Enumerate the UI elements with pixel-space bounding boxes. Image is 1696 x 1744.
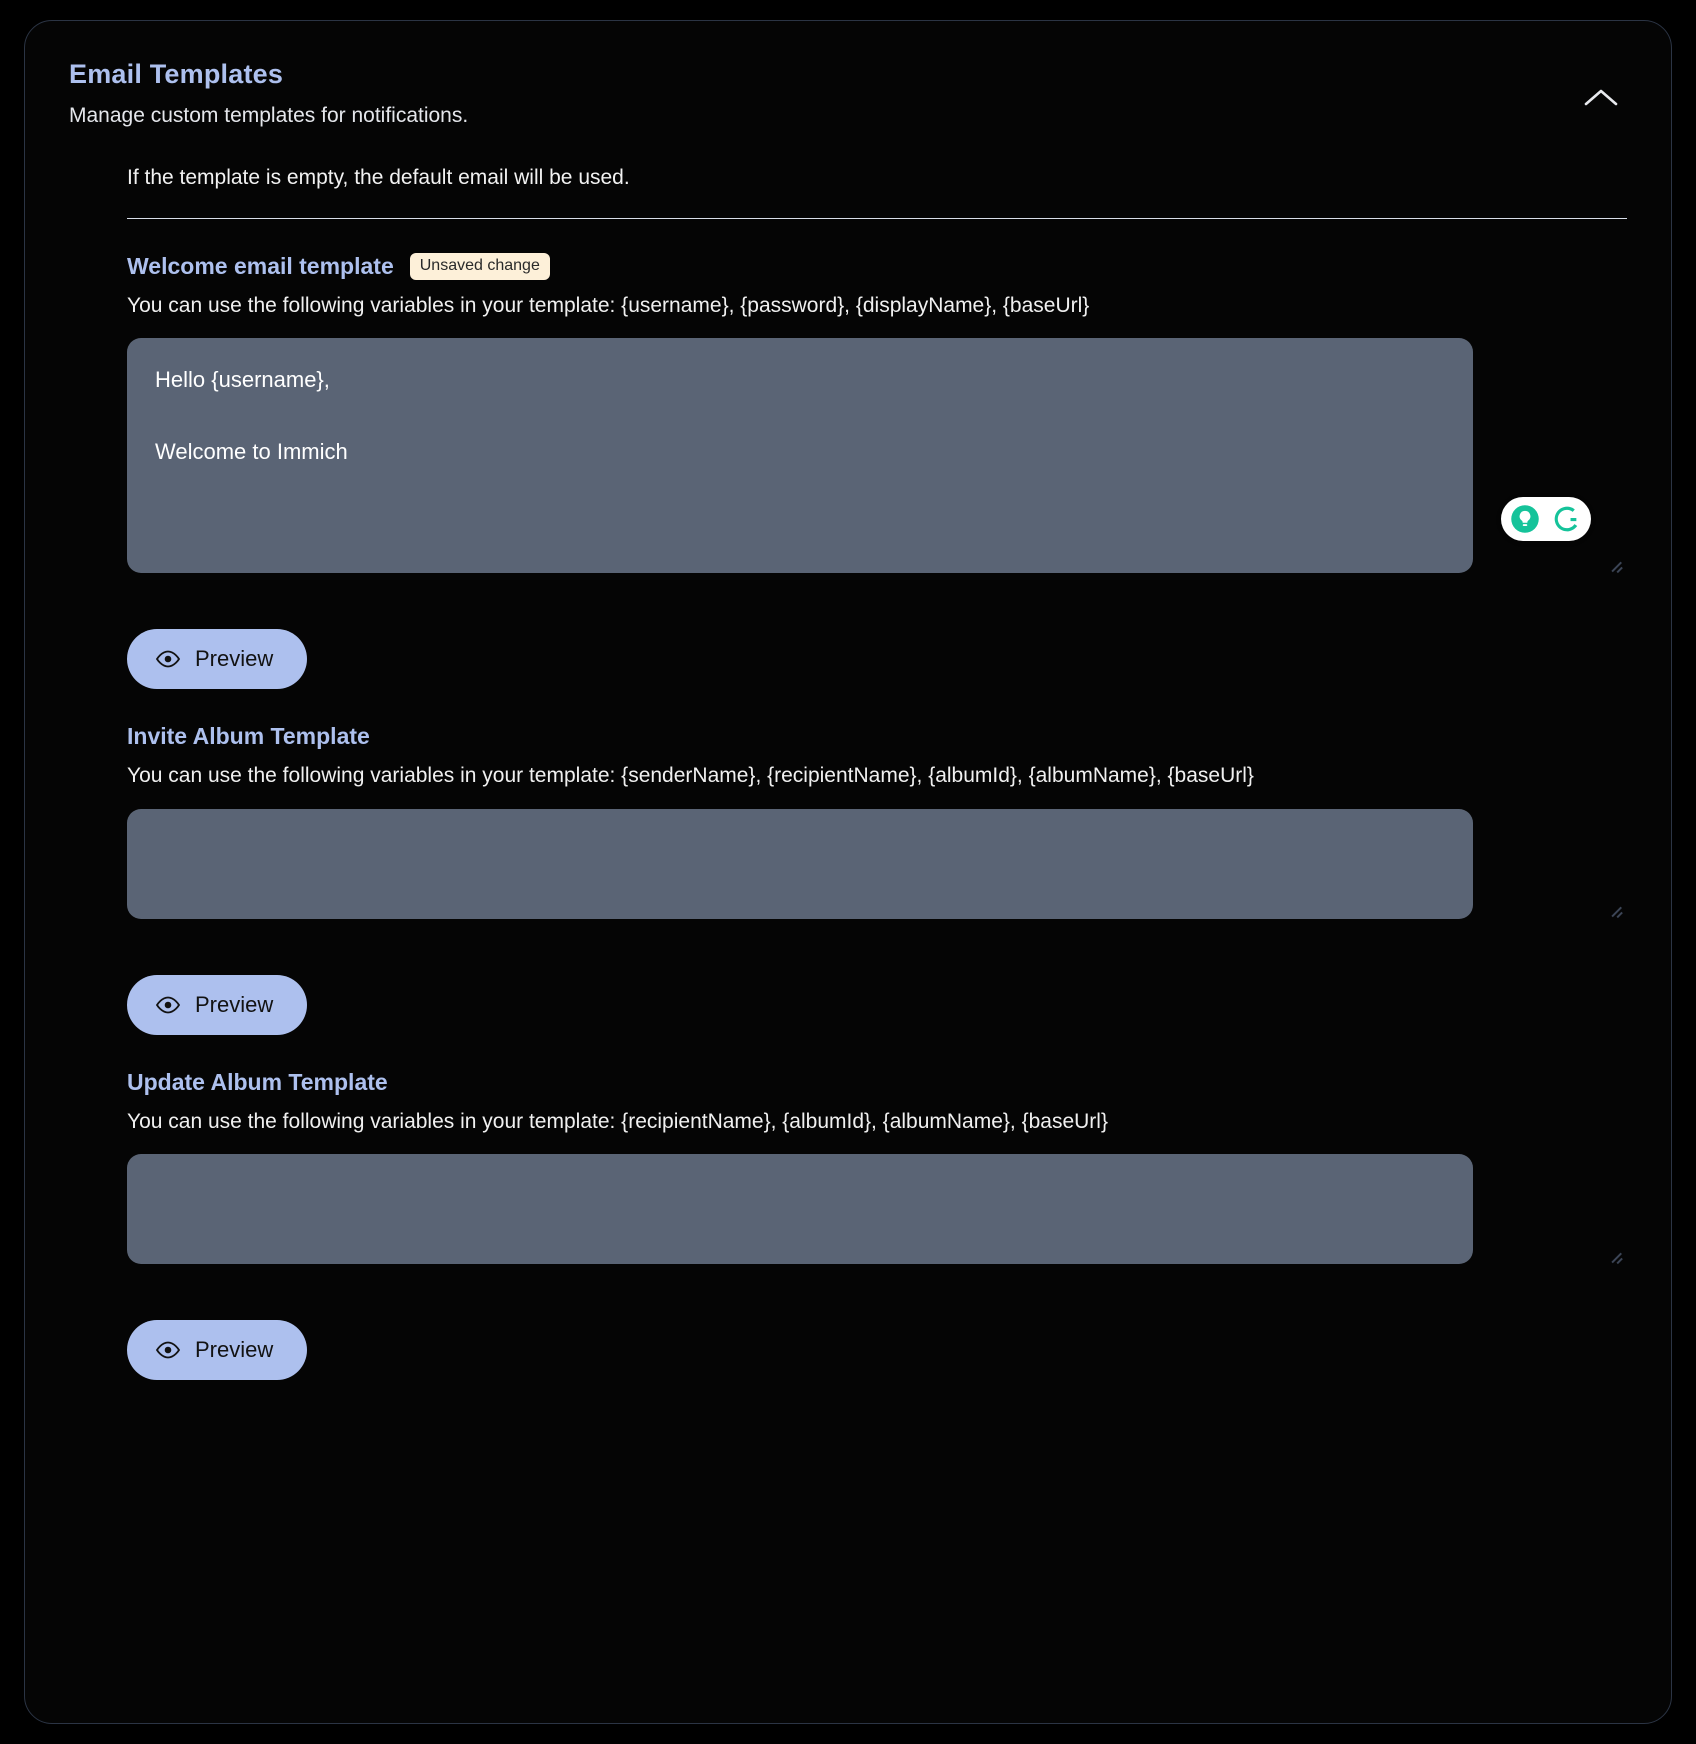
empty-template-note: If the template is empty, the default email will be used. — [127, 166, 630, 189]
panel-header — [25, 21, 1671, 128]
section-header — [127, 1069, 1627, 1096]
eye-icon — [155, 996, 181, 1014]
section-header — [127, 253, 1627, 280]
invite-album-template-editor — [127, 809, 1627, 919]
eye-icon — [155, 1341, 181, 1359]
invite-album-template-section — [127, 689, 1627, 1034]
update-album-template-input[interactable] — [127, 1154, 1473, 1264]
preview-button-invite-album[interactable] — [127, 975, 307, 1035]
update-album-template-editor — [127, 1154, 1627, 1264]
section-header — [127, 723, 1627, 750]
resize-handle[interactable] — [1607, 901, 1623, 917]
chevron-up-icon[interactable] — [1579, 75, 1623, 119]
section-title: Invite Album Template — [127, 723, 370, 750]
editor-tools — [1501, 497, 1591, 541]
section-title: Welcome email template — [127, 253, 394, 279]
page-title: Email Templates — [69, 59, 284, 89]
email-templates-panel — [24, 20, 1672, 1724]
update-album-template-section — [127, 1035, 1627, 1380]
invite-album-template-input[interactable] — [127, 809, 1473, 919]
preview-button-welcome[interactable] — [127, 629, 307, 689]
resize-handle[interactable] — [1607, 1246, 1623, 1262]
eye-icon — [155, 650, 181, 668]
welcome-template-input[interactable] — [127, 338, 1473, 573]
lightbulb-icon[interactable] — [1506, 500, 1544, 538]
welcome-email-template-section — [127, 219, 1627, 689]
variables-hint: You can use the following variables in your template: {recipientName}, {albumId}, {albumName}, {baseUrl} — [127, 1109, 1108, 1133]
preview-button-label: Preview — [195, 646, 274, 672]
status-badge: Unsaved change — [410, 253, 550, 280]
panel-body — [25, 166, 1671, 1380]
preview-button-label: Preview — [195, 991, 274, 1017]
resize-handle[interactable] — [1607, 555, 1623, 571]
preview-button-label: Preview — [195, 1337, 274, 1363]
variables-hint: You can use the following variables in your template: {username}, {password}, {displayName}, {baseUrl} — [127, 294, 1090, 317]
variables-hint: You can use the following variables in your template: {senderName}, {recipientName}, {albumId}, {albumName}, {baseUrl} — [127, 764, 1254, 788]
preview-button-update-album[interactable] — [127, 1320, 307, 1380]
section-title: Update Album Template — [127, 1068, 388, 1095]
grammarly-icon[interactable] — [1548, 500, 1586, 538]
panel-subtitle: Manage custom templates for notifications. — [69, 104, 469, 127]
welcome-template-editor — [127, 338, 1627, 573]
